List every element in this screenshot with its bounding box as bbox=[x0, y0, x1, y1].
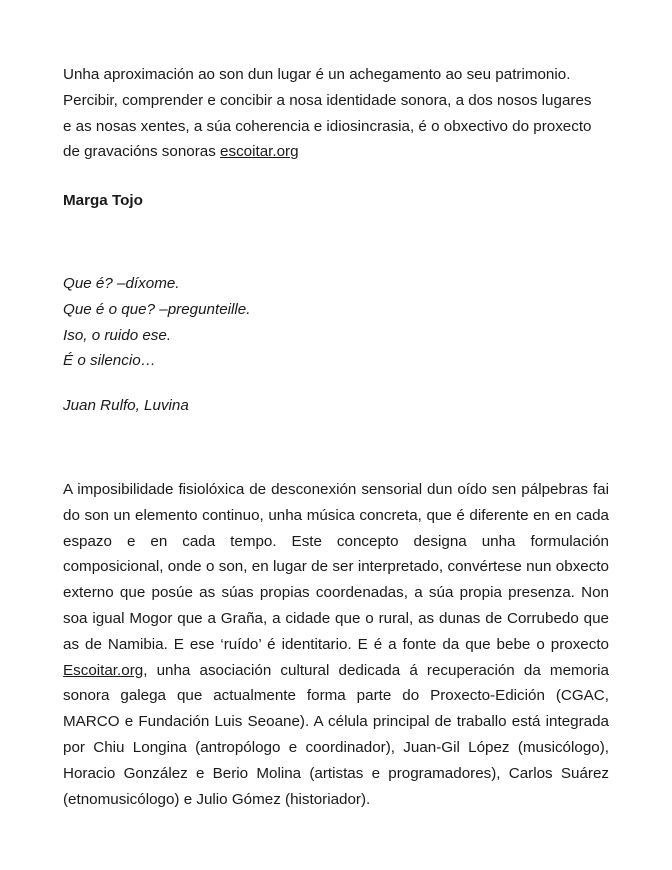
quote-line: É o silencio… bbox=[63, 352, 156, 370]
intro-line bbox=[63, 139, 609, 165]
author-name: Marga Tojo bbox=[63, 192, 143, 209]
escoitar-link[interactable]: escoitar.org bbox=[220, 143, 299, 161]
body-text-part: A imposibilidade fisiolóxica de desconexión sensorial dun oído sen pálpebras fai do son un elemento continuo, unha música concreta, que é diferente en en cada espazo e en cada tempo. Este concepto designa unha formulación composicional, onde o son, en lugar de ser interpretado, convértese nun obxecto externo que posúe as súas propias coordenadas, a súa propia presenza. Non soa igual Mogor que a Graña, a cidade que o rural, as dunas de Corrubedo que as de Namibia. E ese ‘ruído’ é identitario. E é a fonte da que bebe o proxecto bbox=[63, 481, 609, 653]
intro-line: e as nosas xentes, a súa coherencia e idiosincrasia, é o obxectivo do proxecto bbox=[63, 117, 592, 135]
intro-line: Unha aproximación ao son dun lugar é un achegamento ao seu patrimonio. bbox=[63, 66, 571, 83]
quote-line: Iso, o ruido ese. bbox=[63, 326, 172, 344]
epigraph-quote bbox=[63, 271, 250, 419]
intro-line: Percibir, comprender e concibir a nosa identidade sonora, a dos nosos lugares bbox=[63, 91, 592, 109]
escoitar-org-link[interactable]: Escoitar.org bbox=[63, 661, 144, 679]
intro-paragraph bbox=[63, 62, 609, 165]
quote-line: Que é o que? –pregunteille. bbox=[63, 300, 251, 318]
quote-attribution: Juan Rulfo, Luvina bbox=[63, 397, 189, 415]
quote-line: Que é? –díxome. bbox=[63, 275, 180, 292]
intro-line-text: de gravacións sonoras bbox=[63, 143, 221, 161]
body-paragraph bbox=[63, 477, 609, 812]
body-text-part: , unha asociación cultural dedicada á recuperación da memoria sonora galega que actualmente forma parte do Proxecto-Edición (CGAC, MARCO e Fundación Luis Seoane). A célula principal de traballo está integrada por Chiu Longina (antropólogo e coordinador), Juan-Gil López (musicólogo), Horacio González e Berio Molina (artistas e programadores), Carlos Suárez (etnomusicólogo) e Julio Gómez (historiador). bbox=[63, 661, 609, 808]
